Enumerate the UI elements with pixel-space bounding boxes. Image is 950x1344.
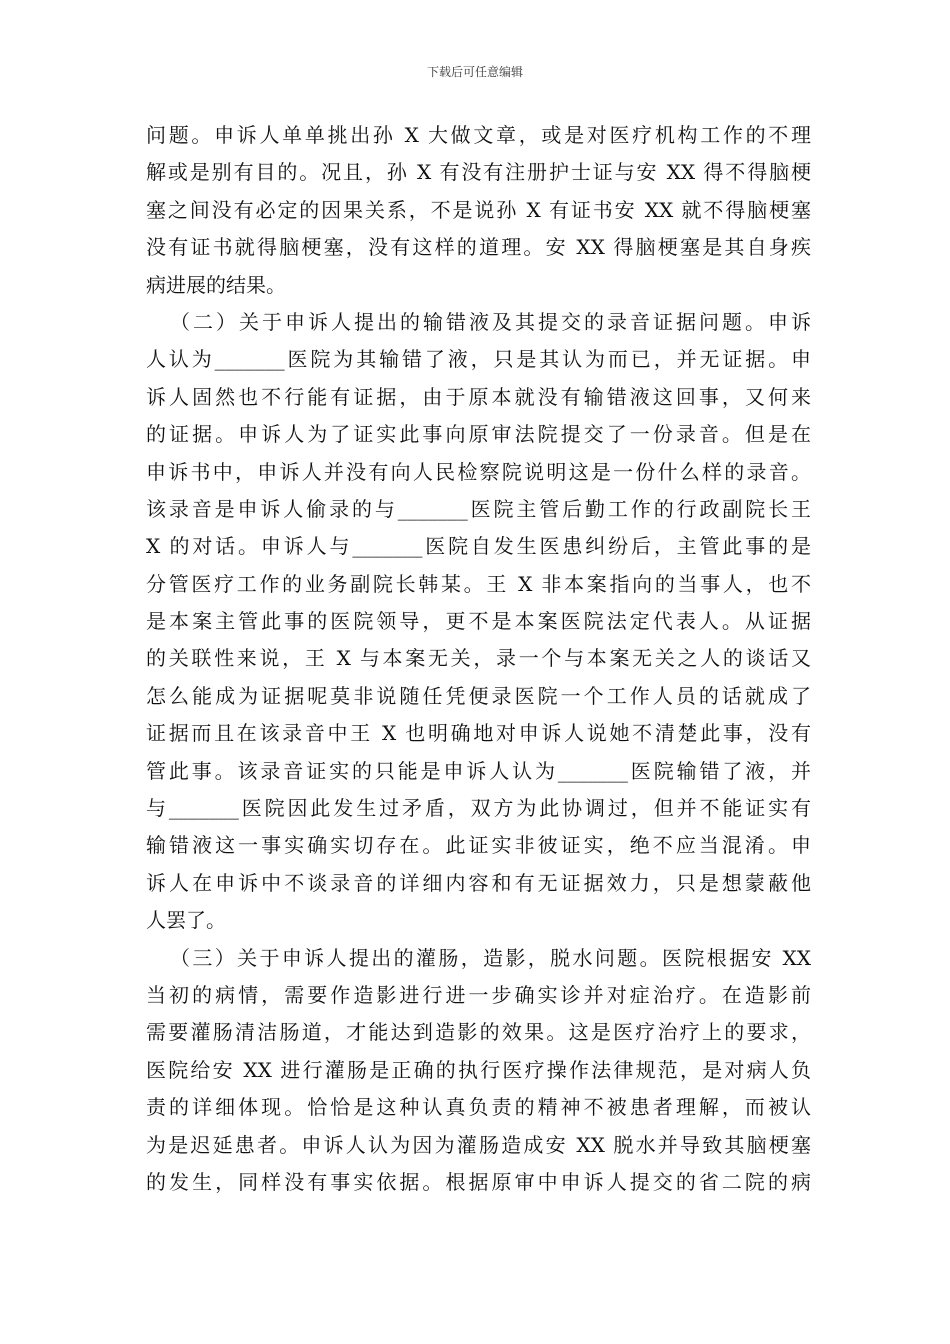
- paragraph-first-line: （二）关于申诉人提出的输错液及其提交的录音证据问题。申诉: [170, 309, 811, 334]
- page-header: 下载后可任意编辑: [426, 65, 523, 79]
- paragraph-first-line: （三）关于申诉人提出的灌肠，造影，脱水问题。医院根据安 XX: [170, 945, 811, 970]
- text-line: 问题。申诉人单单挑出孙 X 大做文章，或是对医疗机构工作的不理: [146, 123, 811, 147]
- text-line: 证据而且在该录音中王 X 也明确地对申诉人说她不清楚此事，没有: [146, 721, 811, 746]
- text-line: 诉人固然也不行能有证据，由于原本就没有输错液这回事，又何来: [146, 384, 811, 409]
- text-line: 病进展的结果。: [146, 272, 286, 297]
- text-line: 需要灌肠清洁肠道，才能达到造影的效果。这是医疗治疗上的要求，: [146, 1020, 811, 1045]
- text-line: 的关联性来说，王 X 与本案无关，录一个与本案无关之人的谈话又: [146, 646, 811, 671]
- text-line: 与_______医院因此发生过矛盾，双方为此协调过，但并不能证实有: [146, 796, 811, 821]
- text-line: 诉人在申诉中不谈录音的详细内容和有无证据效力，只是想蒙蔽他: [146, 870, 811, 895]
- text-line: 分管医疗工作的业务副院长韩某。王 X 非本案指向的当事人，也不: [146, 571, 811, 596]
- text-line: 责的详细体现。恰恰是这种认真负责的精神不被患者理解，而被认: [146, 1095, 811, 1120]
- text-line: 的发生，同样没有事实依据。根据原审中申诉人提交的省二院的病: [146, 1169, 811, 1194]
- text-line: 是本案主管此事的医院领导，更不是本案医院法定代表人。从证据: [146, 609, 811, 634]
- text-line: 申诉书中，申诉人并没有向人民检察院说明这是一份什么样的录音。: [146, 459, 811, 484]
- text-line: 医院给安 XX 进行灌肠是正确的执行医疗操作法律规范，是对病人负: [146, 1057, 811, 1082]
- text-line: 解或是别有目的。况且，孙 X 有没有注册护士证与安 XX 得不得脑梗: [146, 160, 811, 185]
- body-text: [146, 117, 811, 1201]
- text-line: 当初的病情，需要作造影进行进一步确实诊并对症治疗。在造影前: [146, 982, 811, 1007]
- text-line: 输错液这一事实确实切存在。此证实非彼证实，绝不应当混淆。申: [146, 833, 811, 858]
- text-line: 怎么能成为证据呢莫非说随任凭便录医院一个工作人员的话就成了: [146, 683, 811, 708]
- text-line: 人认为_______医院为其输错了液，只是其认为而已，并无证据。申: [146, 347, 811, 372]
- text-line: 人罢了。: [146, 908, 226, 933]
- text-line: 的证据。申诉人为了证实此事向原审法院提交了一份录音。但是在: [146, 422, 811, 447]
- text-line: 没有证书就得脑梗塞，没有这样的道理。安 XX 得脑梗塞是其自身疾: [146, 235, 811, 260]
- text-line: 该录音是申诉人偷录的与_______医院主管后勤工作的行政副院长王: [146, 496, 811, 521]
- text-line: 塞之间没有必定的因果关系，不是说孙 X 有证书安 XX 就不得脑梗塞: [146, 197, 811, 222]
- text-line: 为是迟延患者。申诉人认为因为灌肠造成安 XX 脱水并导致其脑梗塞: [146, 1132, 811, 1157]
- text-line: X 的对话。申诉人与_______医院自发生医患纠纷后，主管此事的是: [146, 534, 811, 559]
- text-line: 管此事。该录音证实的只能是申诉人认为_______医院输错了液，并: [146, 758, 811, 783]
